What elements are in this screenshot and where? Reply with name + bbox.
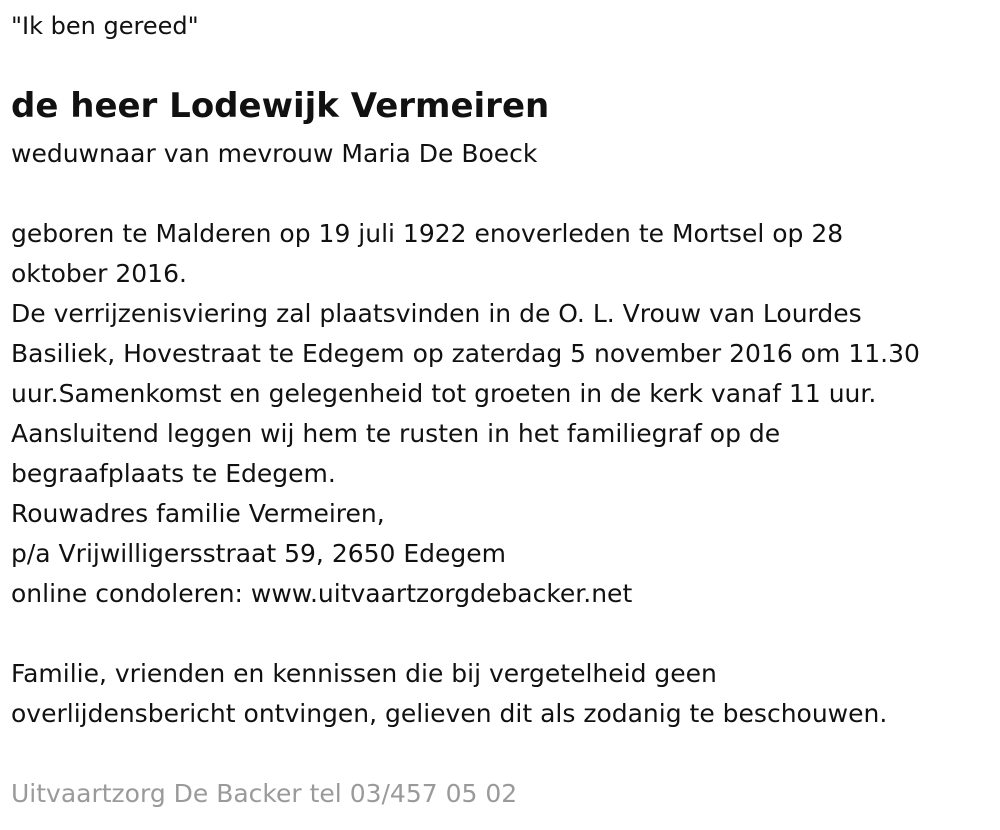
- body-line-birth-death: geboren te Malderen op 19 juli 1922 enoverleden te Mortsel op 28: [11, 219, 844, 248]
- opening-quote: "Ik ben gereed": [11, 12, 199, 40]
- body-line-cemetery: begraafplaats te Edegem.: [11, 459, 336, 488]
- spouse-line: weduwnaar van mevrouw Maria De Boeck: [11, 139, 538, 168]
- body-line-burial: Aansluitend leggen wij hem te rusten in het familiegraf op de: [11, 419, 781, 448]
- body-line-gathering: uur.Samenkomst en gelegenheid tot groeten in de kerk vanaf 11 uur.: [11, 379, 877, 408]
- notice-line-1: Familie, vrienden en kennissen die bij vergetelheid geen: [11, 659, 717, 688]
- body-line-death-date: oktober 2016.: [11, 259, 187, 288]
- body-line-mourning-address: p/a Vrijwilligersstraat 59, 2650 Edegem: [11, 539, 507, 568]
- body-line-service-place: De verrijzenisviering zal plaatsvinden in de O. L. Vrouw van Lourdes: [11, 299, 862, 328]
- body-line-service-address: Basiliek, Hovestraat te Edegem op zaterdag 5 november 2016 om 11.30: [11, 339, 920, 368]
- deceased-name: de heer Lodewijk Vermeiren: [11, 86, 550, 126]
- funeral-home-footer: Uitvaartzorg De Backer tel 03/457 05 02: [11, 779, 518, 808]
- forgotten-notice: [11, 654, 971, 734]
- body-line-mourning-address-label: Rouwadres familie Vermeiren,: [11, 499, 385, 528]
- notice-line-2: overlijdensbericht ontvingen, gelieven dit als zodanig te beschouwen.: [11, 699, 888, 728]
- notice-body: [11, 214, 971, 614]
- body-line-online-condolence: online condoleren: www.uitvaartzorgdebacker.net: [11, 579, 633, 608]
